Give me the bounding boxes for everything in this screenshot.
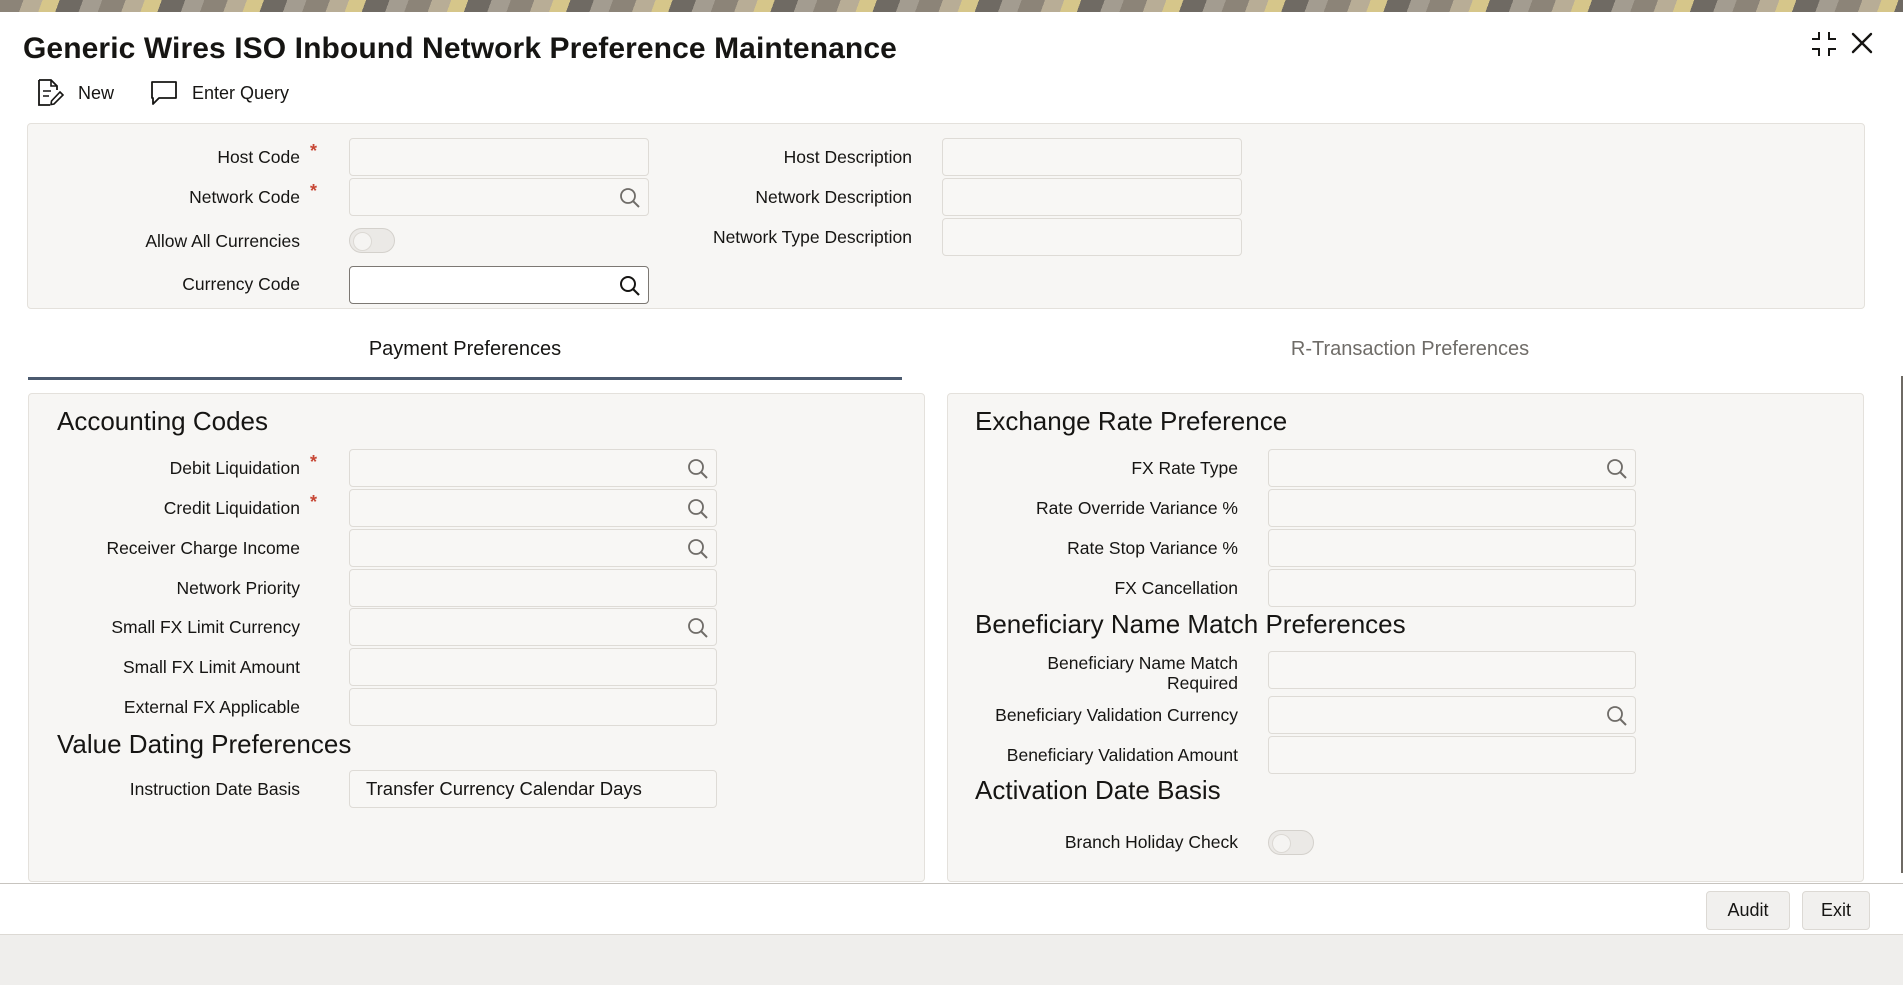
dialog-window (0, 12, 1903, 973)
host-description-label: Host Description (783, 147, 912, 167)
debit-liquidation-label: Debit Liquidation (169, 458, 300, 478)
tab-payment-preferences[interactable]: Payment Preferences (368, 338, 562, 360)
footer-divider (0, 883, 1903, 884)
close-icon[interactable] (1849, 30, 1875, 56)
fx-rate-type-field[interactable] (1268, 449, 1636, 487)
tab-r-transaction-preferences[interactable]: R-Transaction Preferences (1290, 338, 1530, 360)
fx-rate-type-label: FX Rate Type (1131, 458, 1238, 478)
rate-stop-variance-field[interactable] (1268, 529, 1636, 567)
search-icon[interactable] (686, 616, 710, 640)
enter-query-icon (150, 80, 178, 106)
beneficiary-name-match-required-label-line2: Required (1166, 673, 1238, 693)
network-code-field[interactable] (349, 178, 649, 216)
debit-liquidation-field[interactable] (349, 449, 717, 487)
beneficiary-validation-amount-field[interactable] (1268, 736, 1636, 774)
credit-liquidation-label: Credit Liquidation (163, 498, 300, 518)
network-code-label: Network Code (189, 187, 300, 207)
network-type-description-field[interactable] (942, 218, 1242, 256)
branch-holiday-check-label: Branch Holiday Check (1064, 832, 1238, 852)
small-fx-limit-currency-field[interactable] (349, 608, 717, 646)
page-title: Generic Wires ISO Inbound Network Preference Maintenance (23, 32, 897, 65)
required-marker: * (310, 452, 318, 472)
network-type-description-label: Network Type Description (712, 227, 912, 247)
instruction-date-basis-field[interactable]: Transfer Currency Calendar Days (349, 770, 717, 808)
instruction-date-basis-label: Instruction Date Basis (129, 779, 300, 799)
required-marker: * (310, 492, 318, 512)
required-marker: * (310, 181, 318, 201)
receiver-charge-income-label: Receiver Charge Income (106, 538, 300, 558)
external-fx-applicable-label: External FX Applicable (123, 697, 300, 717)
new-document-icon (36, 78, 64, 108)
beneficiary-name-match-required-field[interactable] (1268, 651, 1636, 689)
beneficiary-validation-currency-label: Beneficiary Validation Currency (995, 705, 1238, 725)
small-fx-limit-amount-field[interactable] (349, 648, 717, 686)
beneficiary-name-match-required-label (938, 653, 1238, 693)
small-fx-limit-currency-label: Small FX Limit Currency (111, 617, 300, 637)
maximize-icon[interactable] (1810, 30, 1838, 58)
host-code-field[interactable] (349, 138, 649, 176)
host-description-field[interactable] (942, 138, 1242, 176)
receiver-charge-income-field[interactable] (349, 529, 717, 567)
currency-code-field[interactable] (349, 266, 649, 304)
search-icon[interactable] (618, 274, 642, 298)
exchange-rate-preference-heading: Exchange Rate Preference (975, 406, 1288, 436)
new-button[interactable] (36, 78, 114, 108)
allow-all-currencies-label: Allow All Currencies (145, 231, 300, 251)
accounting-codes-heading: Accounting Codes (57, 406, 269, 436)
search-icon[interactable] (686, 537, 710, 561)
credit-liquidation-field[interactable] (349, 489, 717, 527)
host-code-label: Host Code (217, 147, 300, 167)
beneficiary-name-match-heading: Beneficiary Name Match Preferences (975, 609, 1406, 639)
beneficiary-validation-amount-label: Beneficiary Validation Amount (1006, 745, 1238, 765)
network-description-field[interactable] (942, 178, 1242, 216)
exit-button[interactable]: Exit (1802, 891, 1870, 930)
activation-date-basis-heading: Activation Date Basis (975, 775, 1221, 805)
network-priority-label: Network Priority (176, 578, 300, 598)
new-button-label: New (78, 82, 115, 103)
enter-query-button[interactable] (150, 78, 289, 108)
beneficiary-name-match-required-label-line1: Beneficiary Name Match (1047, 653, 1238, 673)
rate-stop-variance-label: Rate Stop Variance % (1067, 538, 1238, 558)
beneficiary-validation-currency-field[interactable] (1268, 696, 1636, 734)
search-icon[interactable] (686, 497, 710, 521)
enter-query-label: Enter Query (192, 82, 290, 103)
external-fx-applicable-field[interactable] (349, 688, 717, 726)
search-icon[interactable] (1605, 704, 1629, 728)
small-fx-limit-amount-label: Small FX Limit Amount (123, 657, 300, 677)
network-priority-field[interactable] (349, 569, 717, 607)
rate-override-variance-label: Rate Override Variance % (1036, 498, 1238, 518)
allow-all-currencies-toggle[interactable] (349, 228, 395, 253)
search-icon[interactable] (1605, 457, 1629, 481)
currency-code-label: Currency Code (182, 274, 300, 294)
fx-cancellation-label: FX Cancellation (1114, 578, 1238, 598)
audit-button[interactable]: Audit (1706, 891, 1790, 930)
branch-holiday-check-toggle[interactable] (1268, 830, 1314, 855)
rate-override-variance-field[interactable] (1268, 489, 1636, 527)
status-bar (0, 934, 1903, 985)
required-marker: * (310, 141, 318, 161)
value-dating-preferences-heading: Value Dating Preferences (57, 729, 352, 759)
selected-tab-indicator (28, 377, 902, 380)
search-icon[interactable] (686, 457, 710, 481)
fx-cancellation-field[interactable] (1268, 569, 1636, 607)
network-description-label: Network Description (755, 187, 912, 207)
